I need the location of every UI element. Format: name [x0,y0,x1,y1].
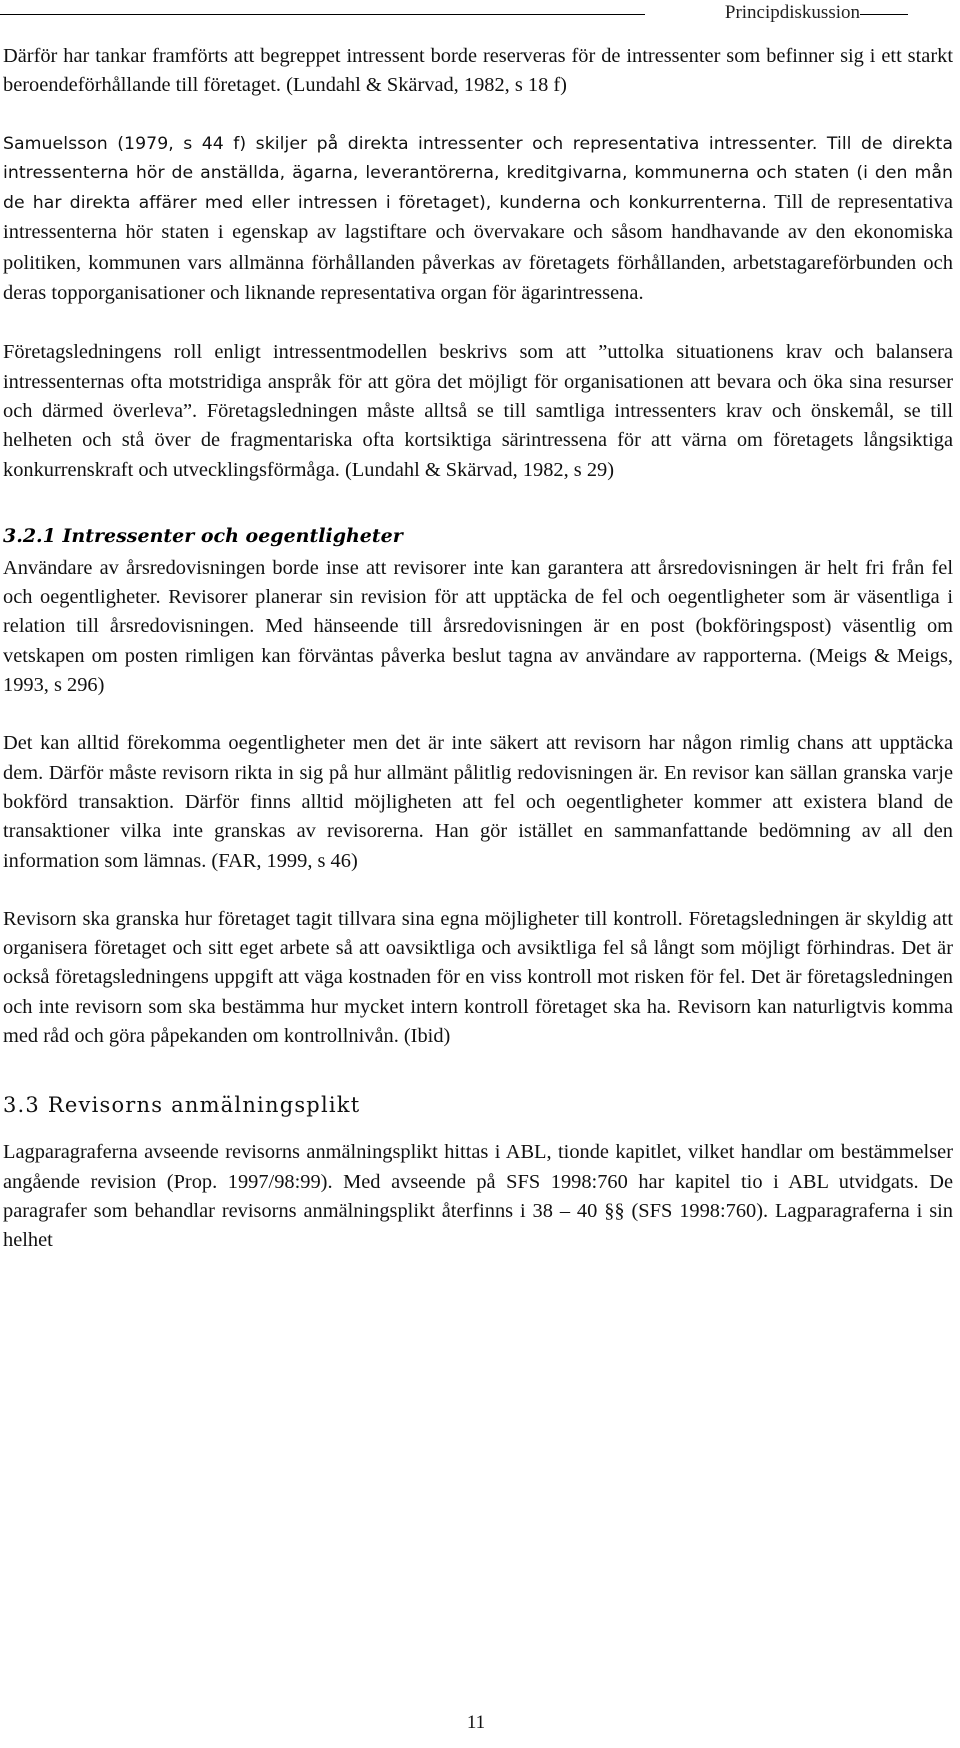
body-text [3,42,953,1256]
header-rule [0,14,645,15]
header-rule-right [860,14,908,15]
paragraph-4: Användare av årsredovisningen borde inse att revisorer inte kan garantera att årsredovisningen är helt fri från fel och oegentligheter. Revisorer planerar sin revision för att upptäcka de fel och oegentligheter som är väsentliga i relation till årsredovisningen. Med hänseende till årsredovisningen är en post (bokföringspost) väsentlig om vetskapen om posten rimligen kan förväntas påverka beslut tagna av användare av rapporterna. (Meigs & Meigs, 1993, s 296) [3,556,953,697]
section-heading-3-3: 3.3 Revisorns anmälningsplikt [3,1093,361,1118]
paragraph-2-sans: Samuelsson (1979, s 44 f) skiljer på direkta intressenter och representativa intressenter. Till de direkta intressenterna hör de anställda, ägarna, leverantörerna, kreditgivarna, kommunerna och staten (i den mån de har direkta affärer med eller intressen i företaget), kunderna och konkurrenterna. [3,133,953,214]
paragraph-2-serif: Till de representativa intressenterna hör staten i egenskap av lagstiftare och övervakare och såsom handhavande av den ekonomiska politiken, kommunen vars allmänna förhållanden påverkas av företagets förhållanden, arbetstagareförbunden och deras topporganisationer och liknande representativa organ för ägarintressena. [3,191,954,305]
header-title: Principdiskussion [724,2,860,23]
paragraph-1: Därför har tankar framförts att begreppet intressent borde reserveras för de intressenter som befinner sig i ett starkt beroendeförhållande till företaget. (Lundahl & Skärvad, 1982, s 18 f) [3,45,953,97]
section-heading-3-2-1: 3.2.1 Intressenter och oegentligheter [3,524,403,547]
paragraph-2 [3,130,953,310]
page-number: 11 [466,1712,486,1733]
paragraph-3: Företagsledningens roll enligt intressentmodellen beskrivs som att ”uttolka situationens krav och balansera intressenternas ofta motstridiga anspråk för att göra det möjligt för organisationen att bevara och öka sina resurser och därmed överleva”. Företagsledningen måste alltså se till samtliga intressenters krav och önskemål, se till helheten och stå över de fragmentariska ofta kortsiktiga särintressena för att värna om företagets långsiktiga konkurrenskraft och utvecklingsförmåga. (Lundahl & Skärvad, 1982, s 29) [3,341,953,481]
paragraph-7: Lagparagraferna avseende revisorns anmälningsplikt hittas i ABL, tionde kapitlet, vilket handlar om bestämmelser angående revision (Prop. 1997/98:99). Med avseende på SFS 1998:760 har kapitel tio i ABL utvidgats. De paragrafer som behandlar revisorns anmälningsplikt återfinns i 38 – 40 §§ (SFS 1998:760). Lagparagraferna i sin helhet [3,1141,953,1252]
paragraph-5: Det kan alltid förekomma oegentligheter men det är inte säkert att revisorn har någon rimlig chans att upptäcka dem. Därför måste revisorn rikta in sig på hur allmänt pålitlig redovisningen är. En revisor kan sällan granska varje bokförd transaktion. Därför finns alltid möjligheten att fel och oegentligheter kommer att existera bland de transaktioner vilka inte granskas av revisorerna. Han gör istället en sammanfattande bedömning av all den information som lämnas. (FAR, 1999, s 46) [3,732,953,872]
paragraph-6: Revisorn ska granska hur företaget tagit tillvara sina egna möjligheter till kontroll. Företagsledningen är skyldig att organisera företaget och sitt eget arbete så att oavsiktliga och avsiktliga fel så långt som möjligt förhindras. Det är också företagsledningens uppgift att väga kostnaden för en viss kontroll mot risken för fel. Det är företagsledningen och inte revisorn som ska bestämma hur mycket intern kontroll företaget ska ha. Revisorn kan naturligtvis komma med råd och göra påpekanden om kontrollnivån. (Ibid) [3,907,953,1048]
running-header [0,0,960,30]
